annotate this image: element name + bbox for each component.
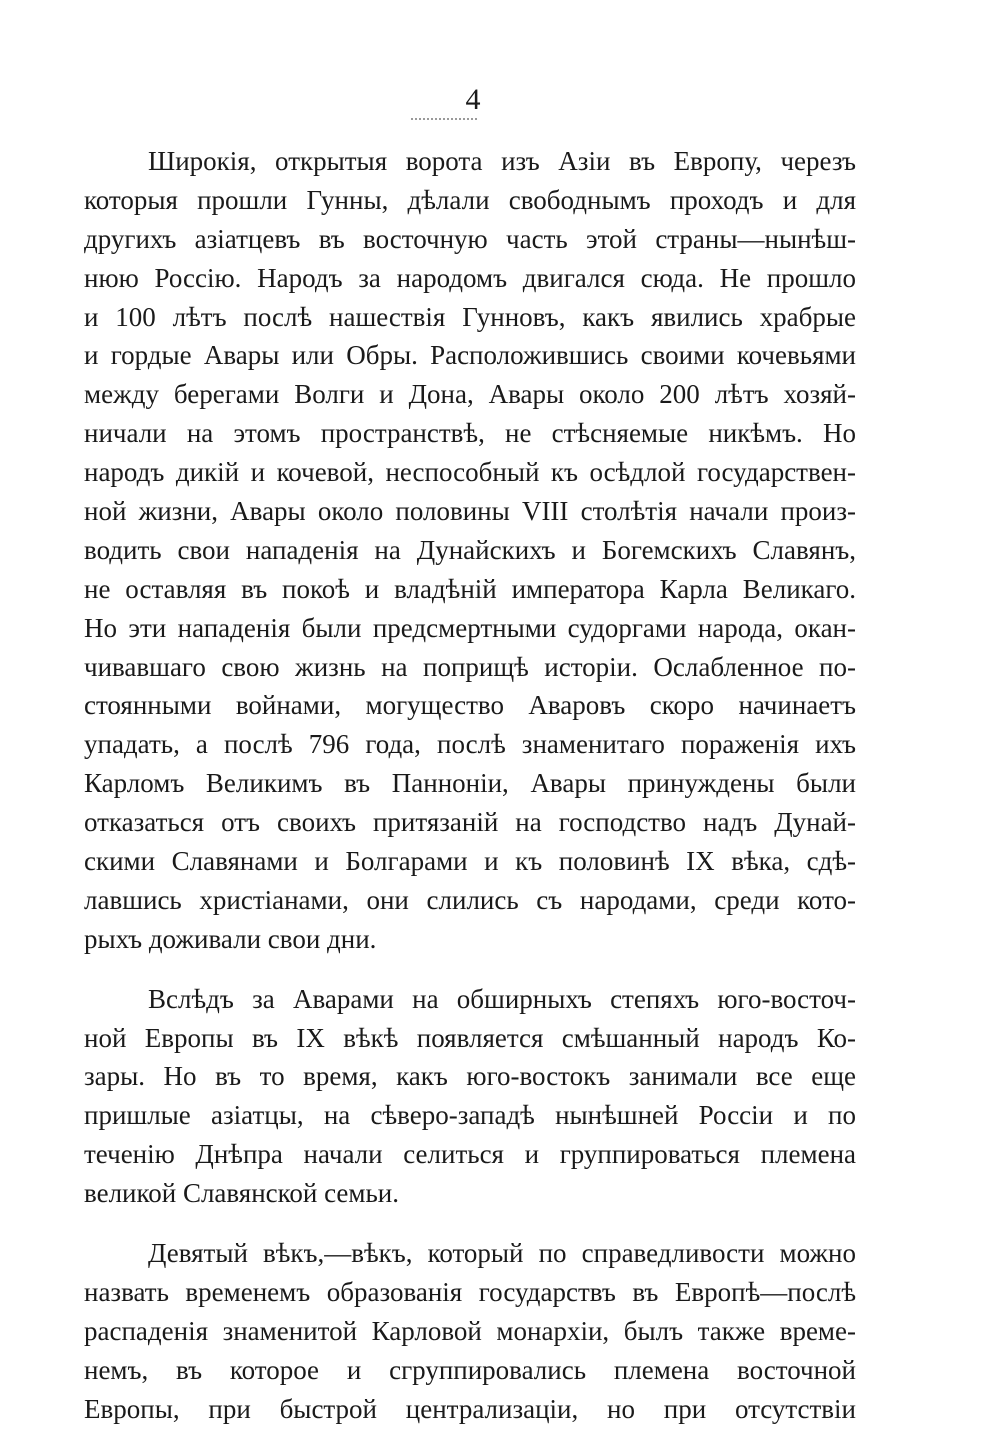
page-number-rule [411, 118, 477, 120]
text-line: теченію Днѣпра начали селиться и группироваться племена [84, 1139, 856, 1170]
paragraph-3 [84, 1234, 856, 1428]
text-line: скими Славянами и Болгарами и къ половинѣ IX вѣка, сдѣ- [84, 846, 856, 877]
text-line: немъ, въ которое и сгруппировались племена восточной [84, 1354, 856, 1385]
text-line: отказаться отъ своихъ притязаній на господство надъ Дунай- [84, 807, 856, 838]
text-line: Девятый вѣкъ,—вѣкъ, который по справедливости можно [148, 1238, 856, 1269]
paragraph-2 [84, 980, 856, 1213]
text-line: Широкія, открытыя ворота изъ Азіи въ Европу, черезъ [148, 146, 856, 176]
text-line: между берегами Волги и Дона, Авары около 200 лѣтъ хозяй- [84, 379, 856, 410]
text-line: ной Европы въ IX вѣкѣ появляется смѣшанный народъ Ко- [84, 1022, 856, 1053]
text-line: зары. Но въ то время, какъ юго-востокъ занимали все еще [84, 1061, 856, 1092]
text-line: которыя прошли Гунны, дѣлали свободнымъ проходъ и для [84, 184, 856, 215]
text-line: чивавшаго свою жизнь на поприщѣ исторіи. Ослабленное по- [84, 651, 856, 682]
text-line: пришлые азіатцы, на сѣверо-западѣ нынѣшней Россіи и по [84, 1100, 856, 1131]
text-line: Вслѣдъ за Аварами на обширныхъ степяхъ юго-восточ- [148, 983, 856, 1014]
text-line: не оставляя въ покоѣ и владѣній императора Карла Великаго. [84, 573, 856, 604]
text-line: ничали на этомъ пространствѣ, не стѣсняемые никѣмъ. Но [84, 418, 856, 449]
text-line: Европы, при быстрой централизаціи, но при отсутствіи [84, 1393, 856, 1424]
text-line: Но эти нападенія были предсмертными судоргами народа, окан- [84, 612, 856, 643]
body-text [84, 142, 856, 1429]
paragraph-gap [84, 959, 856, 980]
text-line: и гордые Авары или Обры. Расположившись своими кочевьями [84, 340, 856, 371]
page-number: 4 [465, 83, 481, 116]
text-line: великой Славянской семьи. [84, 1178, 399, 1209]
paragraph-1 [84, 142, 856, 959]
text-line: лавшись христіанами, они слились съ народами, среди кото- [84, 884, 856, 915]
text-line: ной жизни, Авары около половины VIII столѣтія начали произ- [84, 496, 856, 527]
text-line: упадать, а послѣ 796 года, послѣ знаменитаго пораженія ихъ [84, 729, 856, 760]
text-line: назвать временемъ образованія государствъ въ Европѣ—послѣ [84, 1276, 856, 1307]
text-line: рыхъ доживали свои дни. [84, 923, 377, 954]
text-line: стоянными войнами, могущество Аваровъ скоро начинаетъ [84, 690, 856, 721]
text-line: другихъ азіатцевъ въ восточную часть этой страны—нынѣш- [84, 223, 856, 254]
text-line: нюю Россію. Народъ за народомъ двигался сюда. Не прошло [84, 262, 856, 293]
text-line: распаденія знаменитой Карловой монархіи, былъ также време- [84, 1315, 856, 1346]
paragraph-gap [84, 1213, 856, 1234]
text-line: и 100 лѣтъ послѣ нашествія Гунновъ, какъ явились храбрые [84, 301, 856, 332]
text-line: Карломъ Великимъ въ Панноніи, Авары принуждены были [84, 768, 856, 799]
text-line: водить свои нападенія на Дунайскихъ и Богемскихъ Славянъ, [84, 534, 856, 565]
text-line: народъ дикій и кочевой, неспособный къ осѣдлой государствен- [84, 457, 856, 488]
